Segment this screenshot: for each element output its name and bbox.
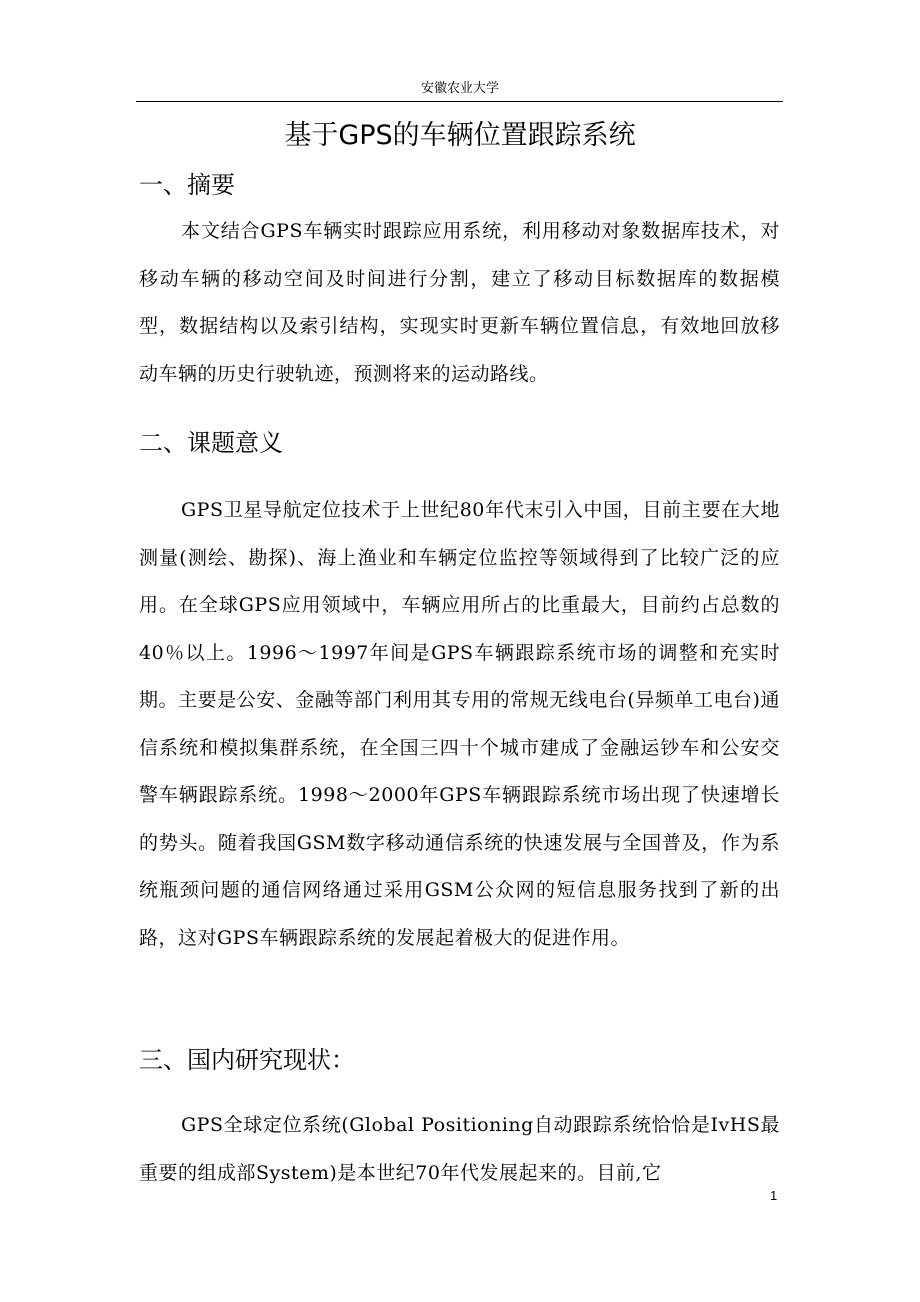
running-header: 安徽农业大学 <box>420 81 499 96</box>
page-number: 1 <box>770 1188 778 1203</box>
document-title: 基于GPS的车辆位置跟踪系统 <box>284 120 636 151</box>
section-heading-abstract: 一、摘要 <box>139 171 235 199</box>
abstract-paragraph: 本文结合GPS车辆实时跟踪应用系统，利用移动对象数据库技术，对移动车辆的移动空间及时间进行分割，建立了移动目标数据库的数据模型，数据结构以及索引结构，实现实时更新车辆位置信息，有效地回放移动车辆的历史行驶轨迹，预测将来的运动路线。 <box>139 220 780 385</box>
section-heading-research-status: 三、国内研究现状： <box>139 1046 355 1074</box>
header-divider <box>136 101 783 102</box>
section-heading-significance: 二、课题意义 <box>139 429 283 457</box>
research-status-paragraph: GPS全球定位系统(Global Positioning自动跟踪系统恰恰是IvHS最重要的组成部System)是本世纪70年代发展起来的。目前,它 <box>139 1114 780 1184</box>
significance-paragraph: GPS卫星导航定位技术于上世纪80年代末引入中国，目前主要在大地测量(测绘、勘探)、海上渔业和车辆定位监控等领域得到了比较广泛的应用。在全球GPS应用领域中，车辆应用所占的比重最大，目前约占总数的40％以上。1996～1997年间是GPS车辆跟踪系统市场的调整和充实时期。主要是公安、金融等部门利用其专用的常规无线电台(异频单工电台)通信系统和模拟集群系统，在全国三四十个城市建成了金融运钞车和公安交警车辆跟踪系统。1998～2000年GPS车辆跟踪系统市场出现了快速增长的势头。随着我国GSM数字移动通信系统的快速发展与全国普及，作为系统瓶颈问题的通信网络通过采用GSM公众网的短信息服务找到了新的出路，这对GPS车辆跟踪系统的发展起着极大的促进作用。 <box>139 499 780 949</box>
